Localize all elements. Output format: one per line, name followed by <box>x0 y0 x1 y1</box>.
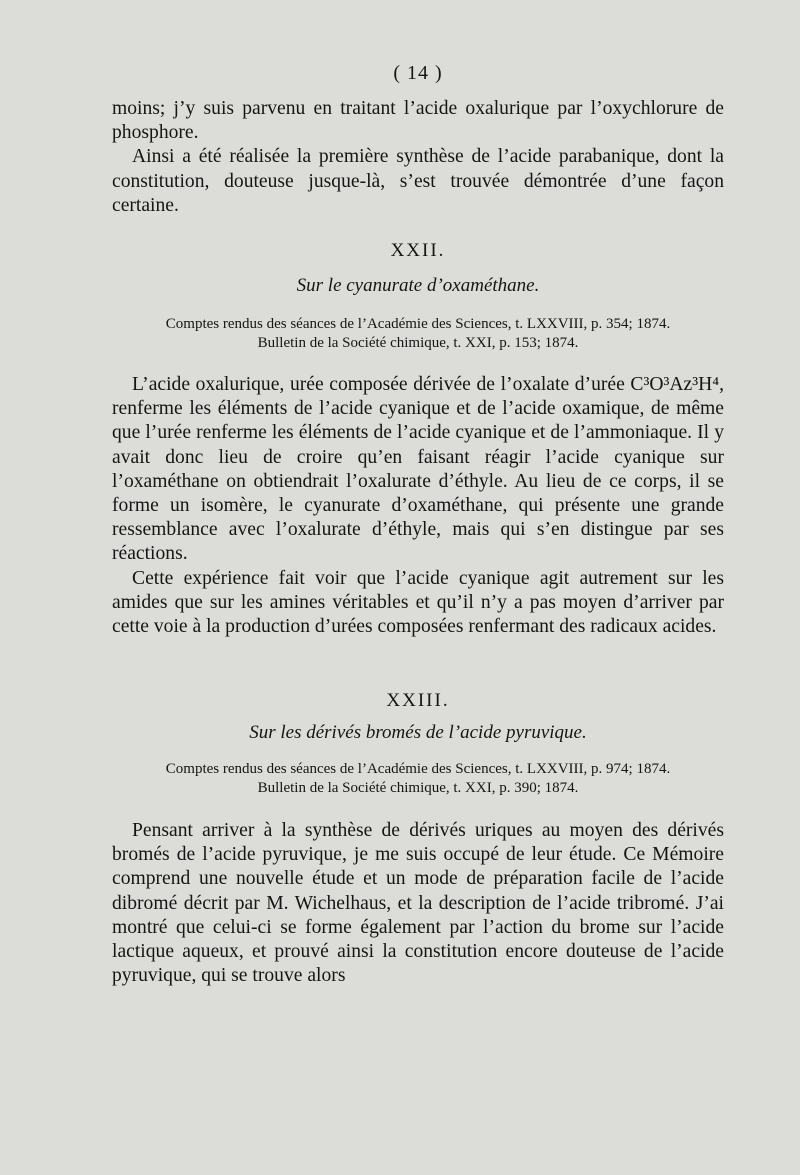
reference-line: Bulletin de la Société chimique, t. XXI, p. 153; 1874. <box>257 335 579 351</box>
paragraph: Cette expérience fait voir que l’acide cyanique agit autrement sur les amides que sur les amines véritables et qu’il n’y a pas moyen d’arriver par cette voie à la production d’urées composées renfermant des radicaux acides. <box>112 567 724 638</box>
paragraph <box>112 373 724 567</box>
section-body <box>112 373 724 639</box>
references <box>112 315 724 353</box>
paragraph: Ainsi a été réalisée la première synthèse de l’acide parabanique, dont la constitution, douteuse jusque-là, s’est trouvée démontrée d’une façon certaine. <box>112 146 724 216</box>
reference-line: Bulletin de la Société chimique, t. XXI, p. 390; 1874. <box>257 780 579 796</box>
intro-block <box>112 97 724 218</box>
reference-line: Comptes rendus des séances de l’Académie des Sciences, t. LXXVIII, p. 354; 1874. <box>165 316 671 332</box>
paragraph: moins; j’y suis parvenu en traitant l’acide oxalurique par l’oxychlorure de phosphore. <box>112 98 724 144</box>
paragraph-text: L’acide oxalurique, urée composée dérivée de l’oxalate d’urée <box>132 374 625 395</box>
section-number: XXII. <box>390 240 446 261</box>
paragraph-text: , renferme les éléments de l’acide cyanique et de l’acide oxamique, de même que l’urée renferme les éléments de l’acide cyanique et de l’ammoniaque. Il y avait donc lieu de croire qu’en faisant réagir l’acide cyanique sur l’oxaméthane on obtiendrait l’oxalurate d’éthyle. Au lieu de ce corps, il se forme un isomère, le cyanurate d’oxaméthane, qui présente une grande ressemblance avec l’oxalurate d’éthyle, mais qui s’en distingue par ses réactions. <box>112 374 724 565</box>
paragraph: Pensant arriver à la synthèse de dérivés uriques au moyen des dérivés bromés de l’acide pyruvique, je me suis occupé de leur étude. Ce Mémoire comprend une nouvelle étude et un mode de préparation facile de l’acide dibromé décrit par M. Wichelhaus, et la description de l’acide tribromé. J’ai montré que celui-ci se forme également par l’action du brome sur l’acide lactique aqueux, et prouvé ainsi la constitution encore douteuse de l’acide pyruvique, qui se trouve alors <box>112 820 724 987</box>
references <box>112 760 724 798</box>
section-title: Sur les dérivés bromés de l’acide pyruvique. <box>249 722 587 743</box>
section-body <box>112 819 724 988</box>
chemical-formula: C³O³Az³H⁴ <box>630 374 720 395</box>
reference-line: Comptes rendus des séances de l’Académie des Sciences, t. LXXVIII, p. 974; 1874. <box>165 761 671 777</box>
section-title: Sur le cyanurate d’oxaméthane. <box>296 275 540 296</box>
page-number: ( 14 ) <box>393 62 443 84</box>
section-number: XXIII. <box>386 690 450 711</box>
